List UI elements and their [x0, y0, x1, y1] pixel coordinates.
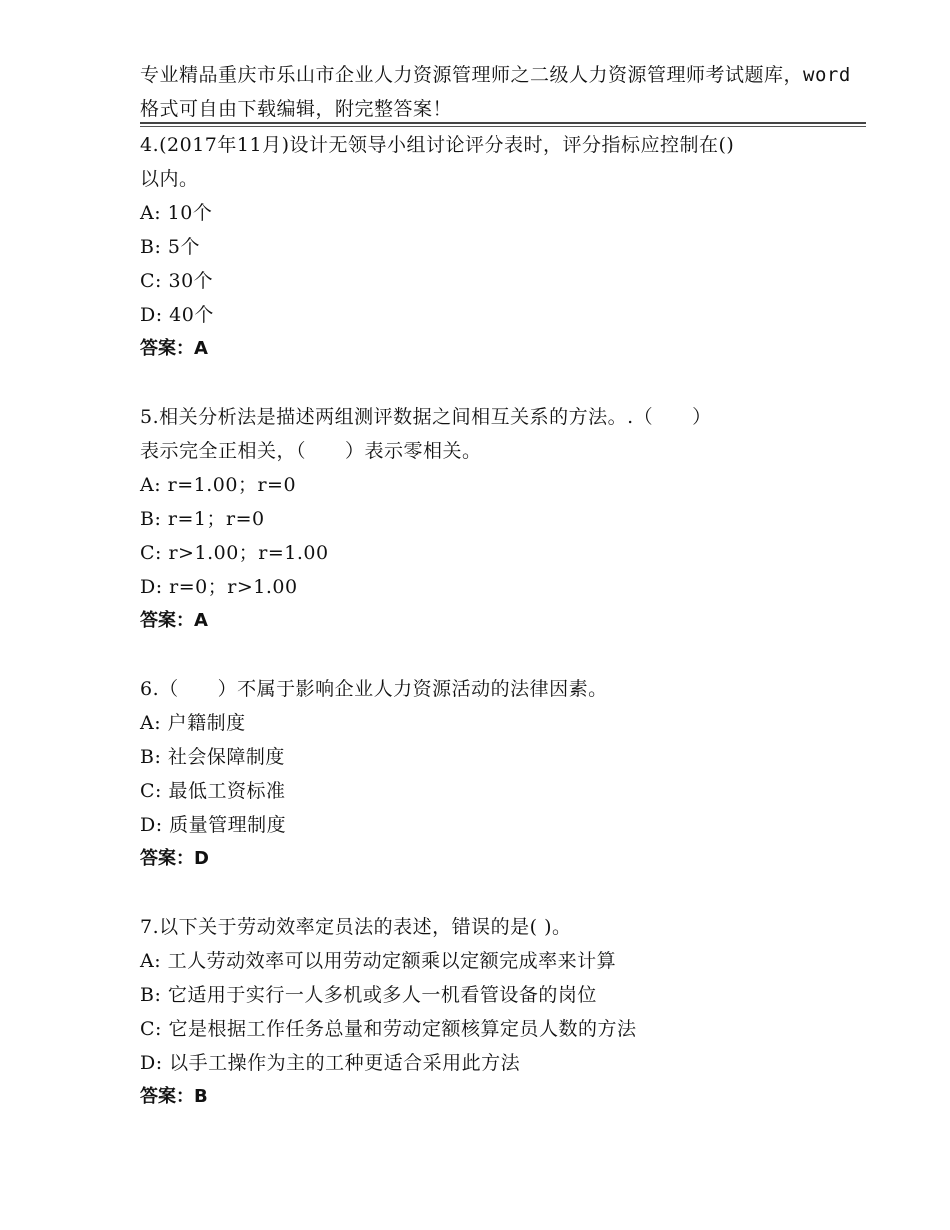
option-b: B: 社会保障制度	[140, 746, 285, 768]
header-divider	[140, 122, 866, 124]
header-line: 专业精品重庆市乐山市企业人力资源管理师之二级人力资源管理师考试题库，word	[140, 64, 851, 86]
question-list	[140, 128, 840, 1114]
option-c: C: 它是根据工作任务总量和劳动定额核算定员人数的方法	[140, 1018, 637, 1040]
option-b: B: 5个	[140, 236, 200, 258]
question-stem: 5.相关分析法是描述两组测评数据之间相互关系的方法。.（ ）	[140, 406, 712, 428]
option-c: C: r>1.00；r=1.00	[140, 542, 329, 564]
question-stem: 4.(2017年11月)设计无领导小组讨论评分表时，评分指标应控制在()	[140, 134, 735, 156]
option-d: D: 40个	[140, 304, 214, 326]
option-a: A: 户籍制度	[140, 712, 246, 734]
option-c: C: 30个	[140, 270, 214, 292]
question-item	[140, 910, 840, 1114]
option-a: A: 10个	[140, 202, 213, 224]
question-item	[140, 128, 840, 366]
document-header	[140, 58, 851, 126]
option-a: A: r=1.00；r=0	[140, 474, 297, 496]
answer-label: 答案：A	[140, 610, 208, 631]
question-stem: 7.以下关于劳动效率定员法的表述，错误的是( )。	[140, 916, 572, 938]
answer-label: 答案：D	[140, 848, 209, 869]
option-b: B: r=1；r=0	[140, 508, 265, 530]
option-a: A: 工人劳动效率可以用劳动定额乘以定额完成率来计算	[140, 950, 617, 972]
question-item	[140, 672, 840, 876]
question-stem: 表示完全正相关，（ ）表示零相关。	[140, 440, 482, 462]
answer-label: 答案：B	[140, 1086, 208, 1107]
question-stem: 以内。	[140, 168, 199, 190]
header-divider	[140, 126, 866, 127]
option-d: D: 以手工操作为主的工种更适合采用此方法	[140, 1052, 521, 1074]
header-line: 格式可自由下载编辑，附完整答案！	[140, 98, 453, 120]
question-stem: 6.（ ）不属于影响企业人力资源活动的法律因素。	[140, 678, 608, 700]
option-b: B: 它适用于实行一人多机或多人一机看管设备的岗位	[140, 984, 597, 1006]
question-item	[140, 400, 840, 638]
option-c: C: 最低工资标准	[140, 780, 286, 802]
answer-label: 答案：A	[140, 338, 208, 359]
option-d: D: r=0；r>1.00	[140, 576, 298, 598]
option-d: D: 质量管理制度	[140, 814, 287, 836]
